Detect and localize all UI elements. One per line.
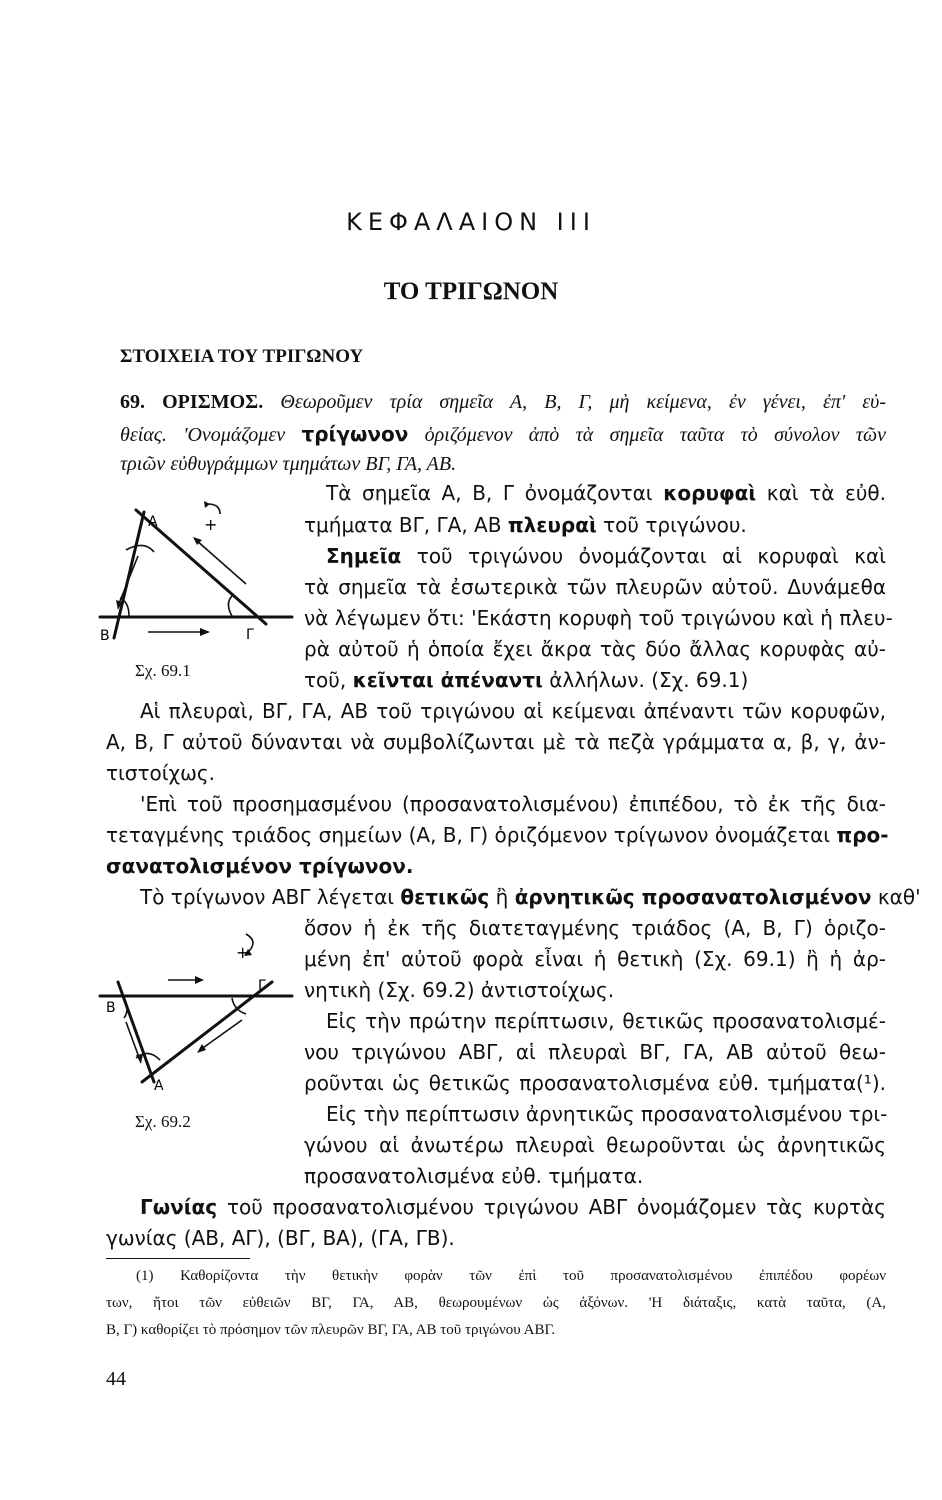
figure-caption-69-1: Σχ. 69.1 bbox=[135, 661, 191, 680]
vertex-label-b: Β bbox=[106, 1000, 116, 1016]
footnote-divider bbox=[106, 1258, 250, 1259]
para4-line-7: ροῦνται ὡς θετικῶς προσανατολισμένα εὐθ. τμήματα(¹). bbox=[304, 1071, 886, 1095]
arrow-ab bbox=[118, 556, 138, 606]
definition-heading: ΟΡΙΣΜΟΣ. bbox=[162, 391, 264, 413]
para1-line-7: τοῦ, κεῖνται ἀπέναντι ἀλλήλων. (Σχ. 69.1) bbox=[304, 668, 749, 692]
footnote-line-1: (1) Καθορίζοντα τὴν θετικὴν φορὰν τῶν ἐπὶ τοῦ προσανατολισμένου ἐπιπέδου φορέων bbox=[136, 1268, 886, 1284]
para4-line-9: γώνου αἱ ἀνωτέρω πλευραὶ θεωροῦνται ὡς ἀρνητικῶς bbox=[304, 1133, 886, 1157]
angle-arc-a bbox=[126, 545, 154, 552]
definition-line-1 bbox=[120, 392, 886, 412]
term-arnitikos: ἀρνητικῶς προσανατολισμένον bbox=[514, 885, 872, 909]
page-number: 44 bbox=[106, 1368, 126, 1390]
definition-number: 69. bbox=[120, 391, 145, 413]
term-gonias: Γωνίας bbox=[140, 1195, 218, 1219]
orientation-sign: + bbox=[236, 943, 250, 962]
figure-69-1 bbox=[96, 498, 296, 673]
definition-line-3: τριῶν εὐθυγράμμων τμημάτων ΒΓ, ΓΑ, ΑΒ. bbox=[120, 453, 457, 475]
vertex-label-a: Α bbox=[154, 1078, 164, 1094]
para4-line-3: μένη ἐπ' αὐτοῦ φορὰ εἶναι ἡ θετικὴ (Σχ. 69.1) ἢ ἡ ἀρ- bbox=[304, 947, 886, 971]
para1-line-3: Σημεῖα τοῦ τριγώνου ὀνομάζονται αἱ κορυφαὶ καὶ bbox=[326, 544, 887, 568]
arrow-ga bbox=[196, 540, 246, 584]
para4-line-2: ὅσον ἡ ἐκ τῆς διατεταγμένης τριάδος (Α, Β, Γ) ὁριζο- bbox=[304, 916, 886, 940]
term-thetikos: θετικῶς bbox=[400, 885, 490, 909]
vertex-label-g: Γ bbox=[246, 627, 254, 643]
para1-line-2: τμήματα ΒΓ, ΓΑ, ΑΒ πλευραὶ τοῦ τριγώνου. bbox=[304, 513, 747, 537]
para4-line-1: Τὸ τρίγωνον ΑΒΓ λέγεται θετικῶς ἢ ἀρνητικῶς προσανατολισμένον καθ' bbox=[140, 885, 921, 909]
side-ab bbox=[114, 512, 144, 638]
para4-line-4: νητικὴ (Σχ. 69.2) ἀντιστοίχως. bbox=[304, 978, 615, 1002]
definition-text: Θεωροῦμεν τρία σημεῖα Α, Β, Γ, μὴ κείμενα, ἐν γένει, ἐπ' εὐ- bbox=[280, 391, 887, 413]
term-simeia: Σημεῖα bbox=[326, 544, 402, 568]
para5-line-1: Γωνίας τοῦ προσανατολισμένου τριγώνου ΑΒΓ ὀνομάζομεν τὰς κυρτὰς bbox=[140, 1195, 886, 1219]
para4-line-5: Εἰς τὴν πρώτην περίπτωσιν, θετικῶς προσανατολισμέ- bbox=[326, 1009, 886, 1033]
para2-line-1: Αἱ πλευραὶ, ΒΓ, ΓΑ, ΑΒ τοῦ τριγώνου αἱ κείμεναι ἀπέναντι τῶν κορυφῶν, bbox=[140, 699, 886, 723]
footnote-line-2: των, ἤτοι τῶν εὐθειῶν ΒΓ, ΓΑ, ΑΒ, θεωρουμένων ὡς ἀξόνων. 'Η διάταξις, κατὰ ταῦτα, (Α, bbox=[106, 1295, 886, 1311]
vertex-label-g: Γ bbox=[258, 978, 266, 994]
term-keintai-apenanti: κεῖνται ἀπέναντι bbox=[352, 668, 543, 692]
para3-line-3: σανατολισμένον τρίγωνον. bbox=[106, 854, 414, 878]
para2-line-2: Α, Β, Γ αὐτοῦ δύνανται νὰ συμβολίζωνται μὲ τὰ πεζὰ γράμματα α, β, γ, ἀν- bbox=[106, 730, 886, 754]
para2-line-3: τιστοίχως. bbox=[106, 761, 215, 785]
vertex-label-b: Β bbox=[100, 628, 110, 644]
para1-line-4: τὰ σημεῖα τὰ ἐσωτερικὰ τῶν πλευρῶν αὐτοῦ. Δυνάμεθα bbox=[304, 575, 886, 599]
figure-caption-69-2: Σχ. 69.2 bbox=[135, 1112, 191, 1131]
footnote-line-3: Β, Γ) καθορίζει τὸ πρόσημον τῶν πλευρῶν ΒΓ, ΓΑ, ΑΒ τοῦ τριγώνου ΑΒΓ. bbox=[106, 1322, 556, 1338]
para3-line-2: τεταγμένης τριάδος σημείων (Α, Β, Γ) ὁριζόμενον τρίγωνον ὀνομάζεται προ- bbox=[106, 823, 889, 847]
angle-arc-g bbox=[228, 594, 234, 616]
page-title: ΤΟ ΤΡΙΓΩΝΟΝ bbox=[383, 278, 559, 305]
para1-line-1: Τὰ σημεῖα Α, Β, Γ ὀνομάζονται κορυφαὶ καὶ τὰ εὐθ. bbox=[326, 481, 887, 505]
definition-line-2: θείας. 'Ονομάζομεν τρίγωνον ὁριζόμενον ἀπὸ τὰ σημεῖα ταῦτα τὸ σύνολον τῶν bbox=[120, 422, 887, 446]
arrow-ga bbox=[200, 1020, 242, 1050]
para3-line-1: 'Επὶ τοῦ προσημασμένου (προσανατολισμένου) ἐπιπέδου, τὸ ἐκ τῆς δια- bbox=[140, 792, 886, 816]
section-heading: ΣΤΟΙΧΕΙΑ ΤΟΥ ΤΡΙΓΩΝΟΥ bbox=[120, 346, 364, 367]
term-pleurai: πλευραὶ bbox=[507, 513, 597, 537]
para1-line-6: ρὰ αὐτοῦ ἡ ὁποία ἔχει ἄκρα τὰς δύο ἄλλας κορυφὰς αὐ- bbox=[304, 637, 886, 661]
vertex-label-a: Α bbox=[148, 514, 158, 530]
term-trigonon: τρίγωνον bbox=[301, 422, 409, 446]
para4-line-10: προσανατολισμένα εὐθ. τμήματα. bbox=[304, 1164, 644, 1188]
para1-line-5: νὰ λέγωμεν ὅτι: 'Εκάστη κορυφὴ τοῦ τριγώνου καὶ ἡ πλευ- bbox=[304, 606, 893, 630]
rotation-arc bbox=[208, 504, 220, 514]
term-koryfai: κορυφαὶ bbox=[663, 481, 757, 505]
para4-line-6: νου τριγώνου ΑΒΓ, αἱ πλευραὶ ΒΓ, ΓΑ, ΑΒ αὐτοῦ θεω- bbox=[304, 1040, 886, 1064]
figure-69-2 bbox=[96, 930, 296, 1098]
para4-line-8: Εἰς τὴν περίπτωσιν ἀρνητικῶς προσανατολισμένου τρι- bbox=[326, 1102, 888, 1126]
chapter-heading: ΚΕΦΑΛΑΙΟΝ III bbox=[346, 208, 596, 236]
orientation-sign: + bbox=[204, 515, 218, 534]
para5-line-2: γωνίας (ΑΒ, ΑΓ), (ΒΓ, ΒΑ), (ΓΑ, ΓΒ). bbox=[106, 1226, 455, 1250]
